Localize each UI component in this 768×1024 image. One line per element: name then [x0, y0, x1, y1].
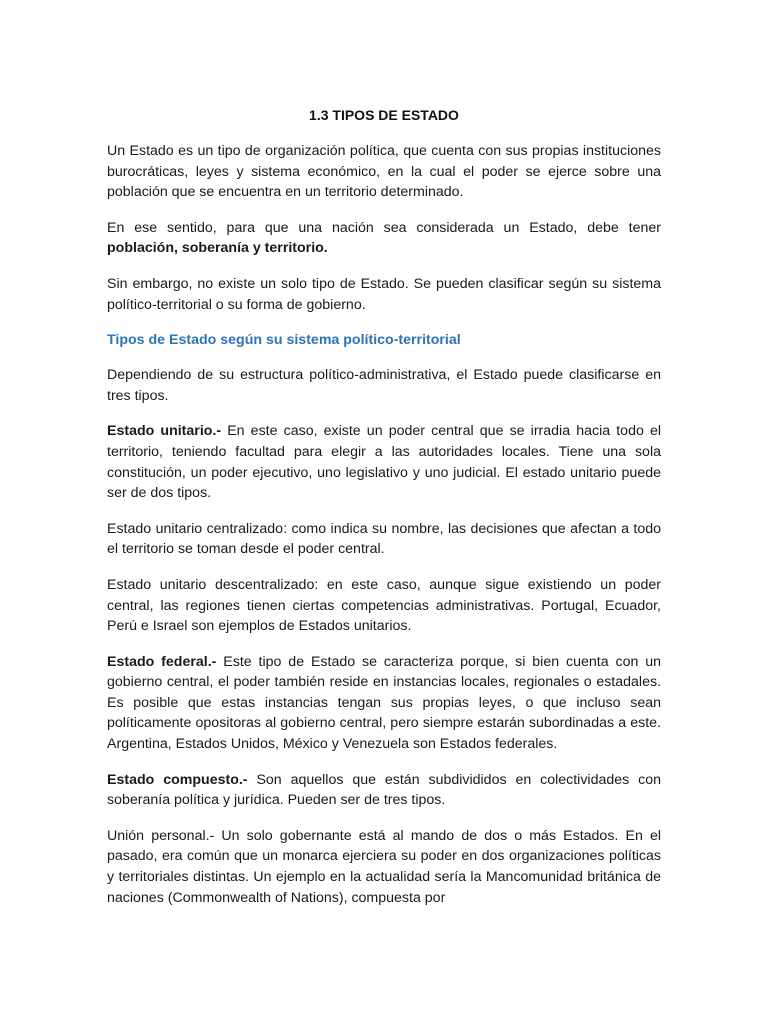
- section-heading: Tipos de Estado según su sistema político-territorial: [107, 332, 461, 349]
- estado-federal-term: Estado federal.-: [107, 653, 217, 670]
- document-page: [107, 106, 661, 923]
- paragraph-unitario-centralizado: Estado unitario centralizado: como indica su nombre, las decisiones que afectan a todo el territorio se toman desde el poder central.: [107, 520, 661, 558]
- paragraph-classification: Sin embargo, no existe un solo tipo de Estado. Se pueden clasificar según su sistema político-territorial o su forma de gobierno.: [107, 275, 661, 313]
- paragraph-estado-unitario: [107, 421, 661, 503]
- paragraph-unitario-descentralizado: Estado unitario descentralizado: en este caso, aunque sigue existiendo un poder central, las regiones tienen ciertas competencias administrativas. Portugal, Ecuador, Perú e Israel son ejemplos de Estados unitarios.: [107, 576, 661, 635]
- paragraph-union-personal: Unión personal.- Un solo gobernante está al mando de dos o más Estados. En el pasado, era común que un monarca ejerciera su poder en dos organizaciones políticas y territoriales distintas. Un ejemplo en la actualidad sería la Mancomunidad británica de naciones (Commonwealth of Nations), compuesta por: [107, 827, 661, 906]
- estado-unitario-text: En este caso, existe un poder central que se irradia hacia todo el territorio, teniendo facultad para elegir a las autoridades locales. Tiene una sola constitución, un poder ejecutivo, uno legislativo y uno judicial. El estado unitario puede ser de dos tipos.: [107, 423, 662, 502]
- estado-unitario-term: Estado unitario.-: [107, 423, 222, 440]
- estado-federal-text: Este tipo de Estado se caracteriza porque, si bien cuenta con un gobierno central, el poder también reside en instancias locales, regionales o estadales. Es posible que estas instancias tengan sus propias leyes, o que incluso sean políticamente opositoras al gobierno central, pero siempre estarán subordinadas a este. Argentina, Estados Unidos, México y Venezuela son Estados federales.: [107, 653, 662, 753]
- paragraph-estado-federal: [107, 652, 661, 755]
- paragraph-requirements: [107, 218, 661, 259]
- requirements-bold: población, soberanía y territorio.: [107, 240, 328, 257]
- requirements-text: En ese sentido, para que una nación sea considerada un Estado, debe tener: [107, 219, 661, 236]
- estado-compuesto-term: Estado compuesto.-: [107, 771, 248, 788]
- paragraph-definition: Un Estado es un tipo de organización política, que cuenta con sus propias instituciones burocráticas, leyes y sistema económico, en la cual el poder se ejerce sobre una población que se encuentra en un territorio determinado.: [107, 143, 661, 201]
- estado-compuesto-text: Son aquellos que están subdivididos en colectividades con soberanía política y jurídica. Pueden ser de tres tipos.: [107, 771, 661, 809]
- document-title: 1.3 TIPOS DE ESTADO: [309, 107, 459, 123]
- paragraph-intro-types: Dependiendo de su estructura político-administrativa, el Estado puede clasificarse en tres tipos.: [107, 367, 661, 404]
- paragraph-estado-compuesto: [107, 770, 661, 811]
